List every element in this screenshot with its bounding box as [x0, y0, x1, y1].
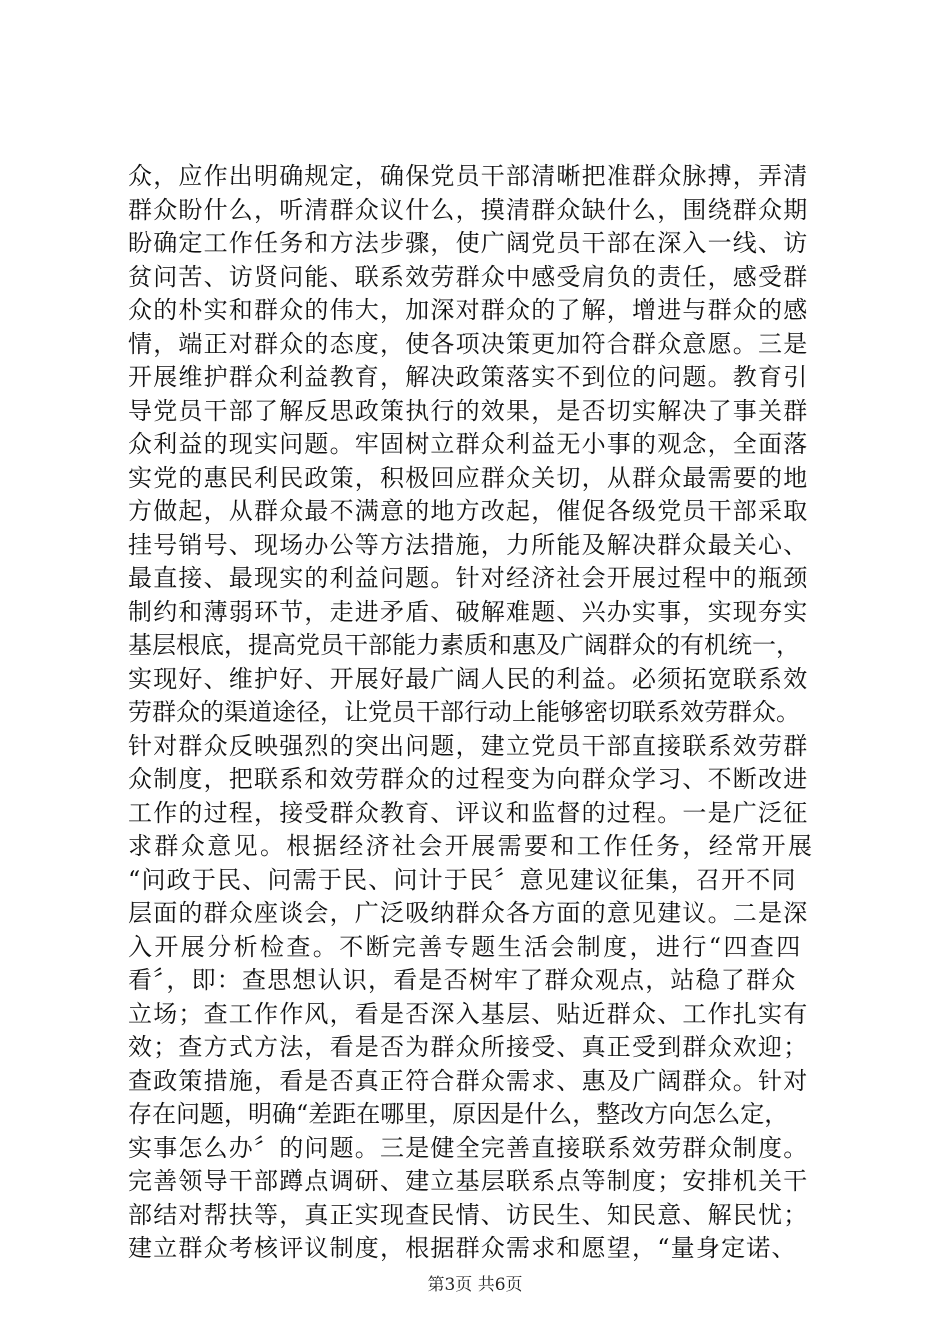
text-line: 众利益的现实问题。牢固树立群众利益无小事的观念，全面落: [128, 430, 809, 458]
text-line: 层面的群众座谈会，广泛吸纳群众各方面的意见建议。二是深: [128, 899, 809, 927]
text-line: 工作的过程，接受群众教育、评议和监督的过程。一是广泛征: [128, 798, 809, 827]
text-line: “问政于民、问需于民、问计于民〞意见建议征集，召开不同: [128, 865, 797, 894]
text-line: 最直接、最现实的利益问题。针对经济社会开展过程中的瓶颈: [128, 564, 809, 592]
text-line: 基层根底，提高党员干部能力素质和惠及广阔群众的有机统一，: [128, 631, 800, 659]
text-line: 导党员干部了解反思政策执行的效果，是否切实解决了事关群: [128, 396, 809, 425]
body-text: [128, 160, 868, 1266]
text-line: 看〞，即：查思想认识，看是否树牢了群众观点，站稳了群众: [128, 966, 797, 994]
text-line: 开展维护群众利益教育，解决政策落实不到位的问题。教育引: [128, 363, 809, 391]
text-line: 实现好、维护好、开展好最广阔人民的利益。必须拓宽联系效: [128, 664, 809, 693]
text-line: 贫问苦、访贤问能、联系效劳群众中感受肩负的责任，感受群: [128, 262, 809, 291]
page-number-footer: 第3页 共6页: [427, 1275, 523, 1295]
text-line: 查政策措施，看是否真正符合群众需求、惠及广阔群众。针对: [128, 1066, 809, 1095]
text-line: 制约和薄弱环节，走进矛盾、破解难题、兴办实事，实现夯实: [128, 597, 809, 626]
text-line: 部结对帮扶等，真正实现查民情、访民生、知民意、解民忧；: [128, 1200, 809, 1229]
text-line: 群众盼什么，听清群众议什么，摸清群众缺什么，围绕群众期: [128, 195, 809, 224]
text-line: 立场；查工作作风，看是否深入基层、贴近群众、工作扎实有: [128, 999, 809, 1028]
text-line: 实党的惠民利民政策，积极回应群众关切，从群众最需要的地: [128, 463, 809, 492]
text-line: 众制度，把联系和效劳群众的过程变为向群众学习、不断改进: [128, 765, 809, 793]
text-line: 众的朴实和群众的伟大，加深对群众的了解，增进与群众的感: [128, 296, 809, 324]
text-line: 众，应作出明确规定，确保党员干部清晰把准群众脉搏，弄清: [128, 162, 809, 190]
text-line: 劳群众的渠道途径，让党员干部行动上能够密切联系效劳群众。: [128, 698, 800, 726]
text-line: 方做起，从群众最不满意的地方改起，催促各级党员干部采取: [128, 497, 809, 525]
text-line: 盼确定工作任务和方法步骤，使广阔党员干部在深入一线、访: [128, 229, 809, 257]
text-line: 完善领导干部蹲点调研、建立基层联系点等制度；安排机关干: [128, 1167, 809, 1195]
text-line: 情，端正对群众的态度，使各项决策更加符合群众意愿。三是: [128, 329, 809, 358]
text-line: 求群众意见。根据经济社会开展需要和工作任务，经常开展: [128, 832, 815, 860]
text-line: 建立群众考核评议制度，根据群众需求和愿望，“量身定诺、: [128, 1234, 797, 1262]
text-line: 存在问题，明确“差距在哪里，原因是什么，整改方向怎么定，: [128, 1100, 789, 1128]
text-line: 实事怎么办〞的问题。三是健全完善直接联系效劳群众制度。: [128, 1133, 809, 1162]
text-line: 挂号销号、现场办公等方法措施，力所能及解决群众最关心、: [128, 530, 809, 559]
text-line: 针对群众反映强烈的突出问题，建立党员干部直接联系效劳群: [128, 731, 809, 760]
text-line: 入开展分析检查。不断完善专题生活会制度，进行“四查四: [128, 932, 803, 961]
text-line: 效；查方式方法，看是否为群众所接受、真正受到群众欢迎；: [128, 1033, 809, 1061]
